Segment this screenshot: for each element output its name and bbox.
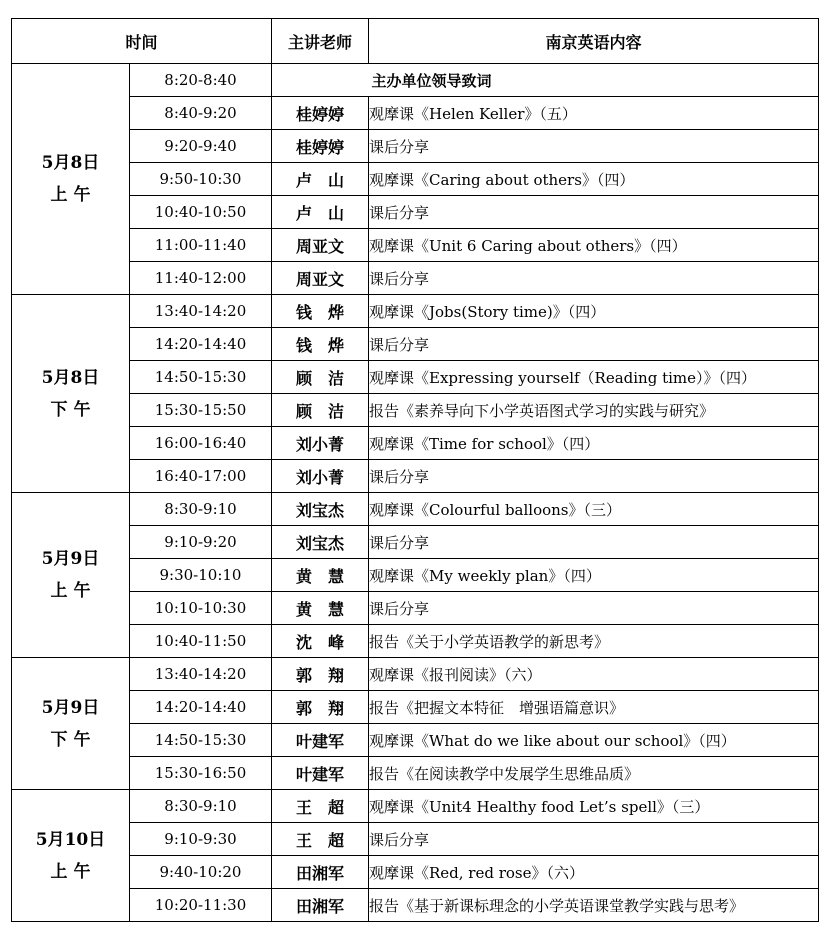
content-cell: 报告《素养导向下小学英语图式学习的实践与研究》 (369, 394, 819, 427)
teacher-cell: 钱 烨 (272, 295, 369, 328)
teacher-cell: 刘宝杰 (272, 493, 369, 526)
teacher-cell: 王 超 (272, 823, 369, 856)
table-row (12, 691, 819, 724)
table-row (12, 559, 819, 592)
date-cell (12, 64, 130, 295)
time-cell: 10:10-10:30 (130, 592, 272, 625)
date-label: 5月10日 (35, 829, 106, 850)
schedule-body (12, 64, 819, 922)
table-row (12, 724, 819, 757)
table-row (12, 394, 819, 427)
table-row (12, 856, 819, 889)
date-label: 5月8日 (41, 153, 100, 173)
teacher-cell: 郭 翔 (272, 691, 369, 724)
content-cell: 主办单位领导致词 (369, 64, 819, 97)
teacher-cell: 黄 慧 (272, 592, 369, 625)
content-cell: 观摩课《Unit 6 Caring about others》（四） (369, 229, 819, 262)
content-cell: 课后分享 (369, 328, 819, 361)
content-cell: 观摩课《What do we like about our school》（四） (369, 724, 819, 757)
time-cell: 9:10-9:20 (130, 526, 272, 559)
content-cell: 观摩课《Colourful balloons》（三） (369, 493, 819, 526)
teacher-cell: 周亚文 (272, 262, 369, 295)
teacher-cell (272, 64, 369, 97)
time-cell: 9:20-9:40 (130, 130, 272, 163)
teacher-cell: 刘小菁 (272, 460, 369, 493)
time-cell: 16:00-16:40 (130, 427, 272, 460)
period-label: 上 午 (50, 581, 91, 601)
date-cell (12, 790, 130, 922)
time-cell: 15:30-16:50 (130, 757, 272, 790)
teacher-cell: 卢 山 (272, 163, 369, 196)
table-row (12, 493, 819, 526)
schedule-table (11, 18, 819, 922)
table-row (12, 295, 819, 328)
table-row (12, 790, 819, 823)
content-cell: 观摩课《Red, red rose》（六） (369, 856, 819, 889)
time-cell: 11:00-11:40 (130, 229, 272, 262)
time-cell: 14:50-15:30 (130, 724, 272, 757)
content-cell: 观摩课《My weekly plan》（四） (369, 559, 819, 592)
teacher-cell: 刘宝杰 (272, 526, 369, 559)
time-cell: 15:30-15:50 (130, 394, 272, 427)
time-cell: 9:50-10:30 (130, 163, 272, 196)
content-cell: 观摩课《Jobs(Story time)》（四） (369, 295, 819, 328)
content-cell: 课后分享 (369, 460, 819, 493)
time-cell: 10:20-11:30 (130, 889, 272, 922)
time-cell: 9:30-10:10 (130, 559, 272, 592)
time-cell: 10:40-10:50 (130, 196, 272, 229)
header-time: 时间 (12, 19, 272, 64)
teacher-cell: 顾 洁 (272, 394, 369, 427)
date-label: 5月8日 (41, 367, 100, 388)
date-label: 5月9日 (41, 697, 100, 718)
time-cell: 8:40-9:20 (130, 97, 272, 130)
table-row (12, 64, 819, 97)
table-row (12, 625, 819, 658)
teacher-cell: 叶建军 (272, 724, 369, 757)
teacher-cell: 田湘军 (272, 889, 369, 922)
table-row (12, 361, 819, 394)
teacher-cell: 刘小菁 (272, 427, 369, 460)
table-row (12, 823, 819, 856)
table-row (12, 460, 819, 493)
time-cell: 8:30-9:10 (130, 493, 272, 526)
teacher-cell: 顾 洁 (272, 361, 369, 394)
time-cell: 13:40-14:20 (130, 658, 272, 691)
table-row (12, 592, 819, 625)
period-label: 上 午 (50, 861, 91, 882)
content-cell: 报告《把握文本特征 增强语篇意识》 (369, 691, 819, 724)
time-cell: 16:40-17:00 (130, 460, 272, 493)
content-cell: 报告《关于小学英语教学的新思考》 (369, 625, 819, 658)
content-cell: 课后分享 (369, 196, 819, 229)
content-cell: 观摩课《Time for school》（四） (369, 427, 819, 460)
time-cell: 10:40-11:50 (130, 625, 272, 658)
period-label: 下 午 (50, 399, 91, 420)
header-teacher: 主讲老师 (272, 19, 369, 64)
time-cell: 8:30-9:10 (130, 790, 272, 823)
teacher-cell: 田湘军 (272, 856, 369, 889)
content-cell: 观摩课《Caring about others》（四） (369, 163, 819, 196)
time-cell: 9:10-9:30 (130, 823, 272, 856)
time-cell: 11:40-12:00 (130, 262, 272, 295)
date-label: 5月9日 (41, 549, 100, 569)
table-row (12, 262, 819, 295)
content-cell: 课后分享 (369, 526, 819, 559)
period-label: 下 午 (50, 729, 91, 750)
table-row (12, 757, 819, 790)
content-cell: 课后分享 (369, 592, 819, 625)
table-row (12, 130, 819, 163)
table-row (12, 229, 819, 262)
time-cell: 14:50-15:30 (130, 361, 272, 394)
teacher-cell: 钱 烨 (272, 328, 369, 361)
header-row (12, 19, 819, 64)
content-cell: 课后分享 (369, 130, 819, 163)
content-cell: 课后分享 (369, 823, 819, 856)
content-cell: 观摩课《Expressing yourself（Reading time）》（四） (369, 361, 819, 394)
table-row (12, 97, 819, 130)
teacher-cell: 桂婷婷 (272, 97, 369, 130)
table-row (12, 889, 819, 922)
table-row (12, 526, 819, 559)
teacher-cell: 黄 慧 (272, 559, 369, 592)
content-cell: 课后分享 (369, 262, 819, 295)
time-cell: 9:40-10:20 (130, 856, 272, 889)
table-row (12, 427, 819, 460)
teacher-cell: 王 超 (272, 790, 369, 823)
teacher-cell: 周亚文 (272, 229, 369, 262)
teacher-cell: 郭 翔 (272, 658, 369, 691)
content-cell: 报告《基于新课标理念的小学英语课堂教学实践与思考》 (369, 889, 819, 922)
content-cell: 观摩课《Helen Keller》（五） (369, 97, 819, 130)
table-row (12, 163, 819, 196)
date-cell (12, 295, 130, 493)
period-label: 上 午 (50, 185, 91, 205)
date-cell (12, 493, 130, 658)
date-cell (12, 658, 130, 790)
teacher-cell: 叶建军 (272, 757, 369, 790)
time-cell: 13:40-14:20 (130, 295, 272, 328)
time-cell: 14:20-14:40 (130, 328, 272, 361)
time-cell: 8:20-8:40 (130, 64, 272, 97)
content-cell: 报告《在阅读教学中发展学生思维品质》 (369, 757, 819, 790)
table-row (12, 658, 819, 691)
content-cell: 观摩课《报刊阅读》（六） (369, 658, 819, 691)
teacher-cell: 沈 峰 (272, 625, 369, 658)
table-row (12, 196, 819, 229)
teacher-cell: 卢 山 (272, 196, 369, 229)
content-cell: 观摩课《Unit4 Healthy food Let’s spell》（三） (369, 790, 819, 823)
time-cell: 14:20-14:40 (130, 691, 272, 724)
table-row (12, 328, 819, 361)
header-content: 南京英语内容 (369, 19, 819, 64)
teacher-cell: 桂婷婷 (272, 130, 369, 163)
